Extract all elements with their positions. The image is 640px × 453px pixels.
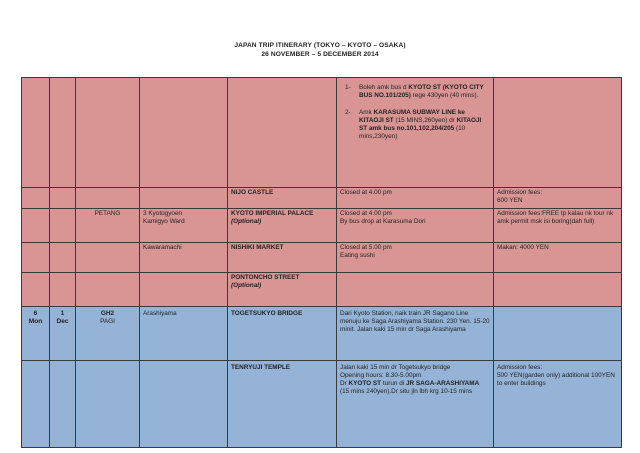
area-cell	[140, 78, 228, 188]
list-item: 2- Amk KARASUMA SUBWAY LINE ke KITAOJI ST (15 MINS,260yen) dr KITAOJI ST amk bus no.101,102,204/205 (10 mins,230yen)	[345, 109, 482, 141]
area-label: Kawaramachi	[140, 243, 228, 273]
table-row	[22, 78, 622, 188]
place-name: TOGETSUKYO BRIDGE	[228, 307, 337, 361]
transport-steps	[345, 84, 490, 142]
place-info: Closed at 4.00 pm By bus drop at Karasuma Dori	[337, 209, 494, 243]
place-notes: Makan: 4000 YEN	[494, 243, 622, 273]
table-row	[22, 361, 622, 448]
place-notes: Admission fees: 500 YEN(garden only) additional 100YEN to enter buildings	[494, 361, 622, 448]
place-name: TENRYUJI TEMPLE	[228, 361, 337, 448]
itinerary-title: JAPAN TRIP ITINERARY (TOKYO – KYOTO – OSAKA)	[234, 42, 406, 49]
table-row	[22, 209, 622, 243]
itinerary-dates: 26 NOVEMBER – 5 DECEMBER 2014	[261, 51, 379, 58]
session-cell	[76, 78, 140, 188]
place-info: Closed at 4.00 pm	[337, 188, 494, 209]
place-cell	[228, 78, 337, 188]
table-row	[22, 243, 622, 273]
place-info: Dari Kyoto Station, naik train JR Sagano Line menuju ke Saga Arashiyama Station. 230 Yen. 15-20 minit. Jalan kaki 15 min dr Saga Arashiyama	[337, 307, 494, 361]
session-label: PETANG	[76, 209, 140, 243]
itinerary-table	[21, 77, 622, 448]
area-label: 3 Kyotogyoen Kamigyo Ward	[140, 209, 228, 243]
session-label: GH2 PAGI	[76, 307, 140, 361]
place-name: PONTONCHO STREET (Optional)	[228, 273, 337, 307]
place-info: Closed at 5.00 pm Eating sushi	[337, 243, 494, 273]
place-name: KYOTO IMPERIAL PALACE (Optional)	[228, 209, 337, 243]
date-cell	[50, 78, 76, 188]
info-cell	[337, 78, 494, 188]
place-name: NISHIKI MARKET	[228, 243, 337, 273]
place-notes: Admission fees: 600 YEN	[494, 188, 622, 209]
date-label: 1 Dec	[50, 307, 76, 361]
day-label: 6 Mon	[22, 307, 50, 361]
area-label: Arashiyama	[140, 307, 228, 361]
table-row	[22, 188, 622, 209]
list-item: 1- Boleh amk bus d KYOTO ST (KYOTO CITY BUS NO.101/205) rege 430yen (40 mins).	[345, 84, 484, 100]
day-cell	[22, 78, 50, 188]
table-row	[22, 273, 622, 307]
place-notes: Admission fees:FREE tp kalau nk tour nk amk permit msk isi boring(dah full)	[494, 209, 622, 243]
table-row	[22, 307, 622, 361]
notes-cell	[494, 78, 622, 188]
place-name: NIJO CASTLE	[228, 188, 337, 209]
place-info: Jalan kaki 15 min dr Togetsukyo bridge Opening hours: 8.30-5.00pm Dr KYOTO ST turun di JR SAGA-ARASHIYAMA (15 mins 240yen).Dr situ jln lbh krg 10-15 mins	[337, 361, 494, 448]
